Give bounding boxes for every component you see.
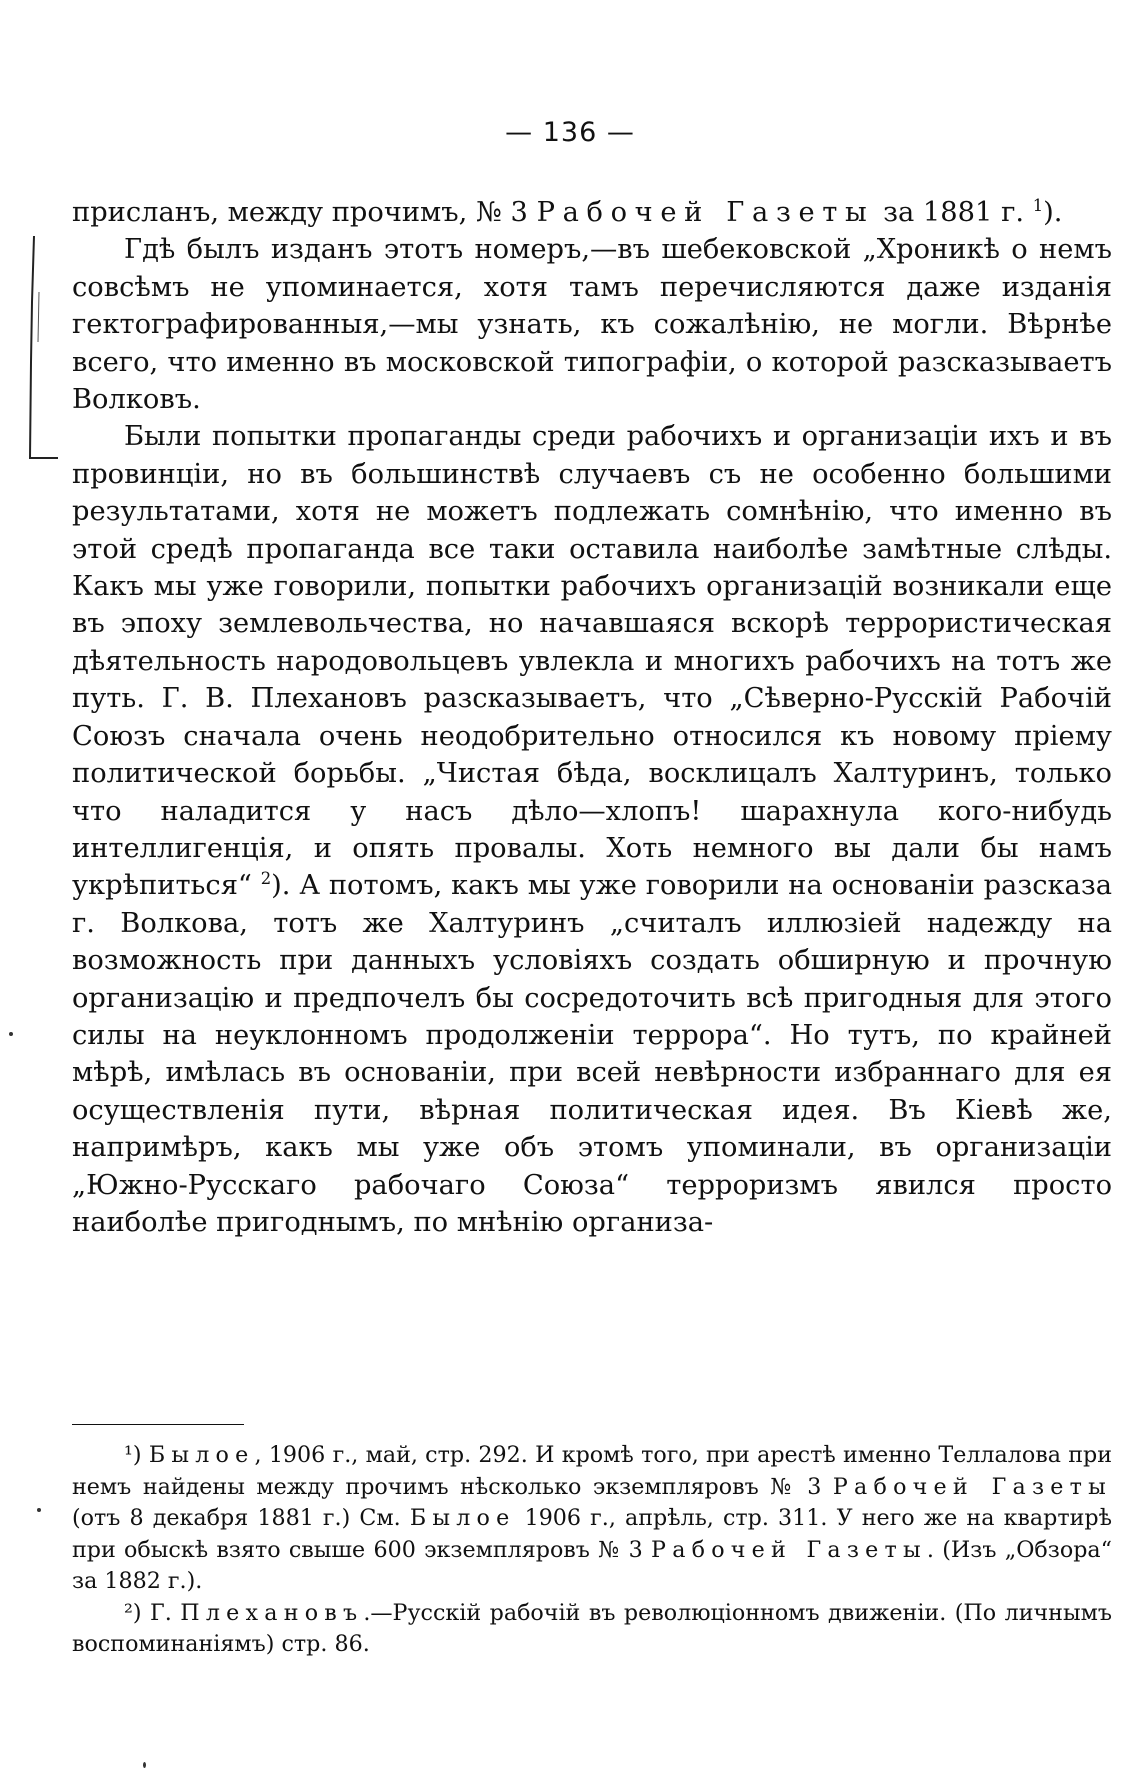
footnote: ²) Г. Плехановъ.—Русскій рабочій въ революціонномъ движеніи. (По личнымъ воспоминаніямъ) стр. 86. (72, 1599, 1112, 1657)
stray-mark (143, 1762, 146, 1768)
footnote-separator (72, 1424, 244, 1425)
paragraph: Были попытки пропаганды среди рабочихъ и организаціи ихъ и въ провинціи, но въ большинствѣ случаевъ съ не особенно большими результатами, хотя не можетъ подлежать сомнѣнію, что именно въ этой средѣ пропаганда все таки оставила наиболѣе замѣтные слѣды. Какъ мы уже говорили, попытки рабочихъ организацій возникали еще въ эпоху землевольчества, но начавшаяся вскорѣ террористическая дѣятельность народовольцевъ увлекла и многихъ рабочихъ на тотъ же путь. Г. В. Плехановъ разсказываетъ, что „Сѣверно-Русскій Рабочій Союзъ сначала очень неодобрительно относился къ новому пріему политической борьбы. „Чистая бѣда, восклицалъ Халтуринъ, только что наладится у насъ дѣло—хлопъ! шарахнула кого-нибудь интеллигенція, и опять провалы. Хоть немного вы дали бы намъ укрѣпиться“ $^2$). А потомъ, какъ мы уже говорили на основаніи разсказа г. Волкова, тотъ же Халтуринъ „считалъ иллюзіей надежду на возможность при данныхъ условіяхъ создать обширную и прочную организацію и предпочелъ бы сосредоточить всѣ пригодныя для этого силы на неуклонномъ продолженіи террора“. Но тутъ, по крайней мѣрѣ, имѣлась въ основаніи, при всей невѣрности избраннаго для ея осуществленія пути, вѣрная политическая идея. Въ Кіевѣ же, напримѣръ, какъ мы уже объ этомъ упоминали, въ организаціи „Южно-Русскаго рабочаго Союза“ терроризмъ явился просто наиболѣе пригоднымъ, по мнѣнію организа- (72, 421, 1112, 1238)
paragraph: Гдѣ былъ изданъ этотъ номеръ,—въ шебековской „Хроникѣ о немъ совсѣмъ не упоминается, хотя тамъ перечисляются даже изданія гектографированныя,—мы узнать, къ сожалѣнію, не могли. Вѣрнѣе всего, что именно въ московской типографіи, о которой разсказываетъ Волковъ. (72, 234, 1112, 416)
paragraph: присланъ, между прочимъ, № 3 Рабочей Газеты за 1881 г. $^1$). (72, 195, 1063, 228)
page-number: — 136 — (505, 117, 635, 148)
main-text (72, 194, 1112, 1241)
margin-bracket-mark (26, 232, 60, 464)
stray-mark (9, 1032, 13, 1036)
footnote: ¹) Былое, 1906 г., май, стр. 292. И кромѣ того, при арестѣ именно Теллалова при немъ найдены между прочимъ нѣсколько экземпляровъ № 3 Рабочей Газеты (отъ 8 декабря 1881 г.) См. Былое 1906 г., апрѣль, стр. 311. У него же на квартирѣ при обыскѣ взято свыше 600 экземпляровъ № 3 Рабочей Газеты. (Изъ „Обзора“ за 1882 г.). (72, 1442, 1113, 1594)
footnotes (72, 1440, 1112, 1661)
stray-mark (37, 1508, 41, 1512)
